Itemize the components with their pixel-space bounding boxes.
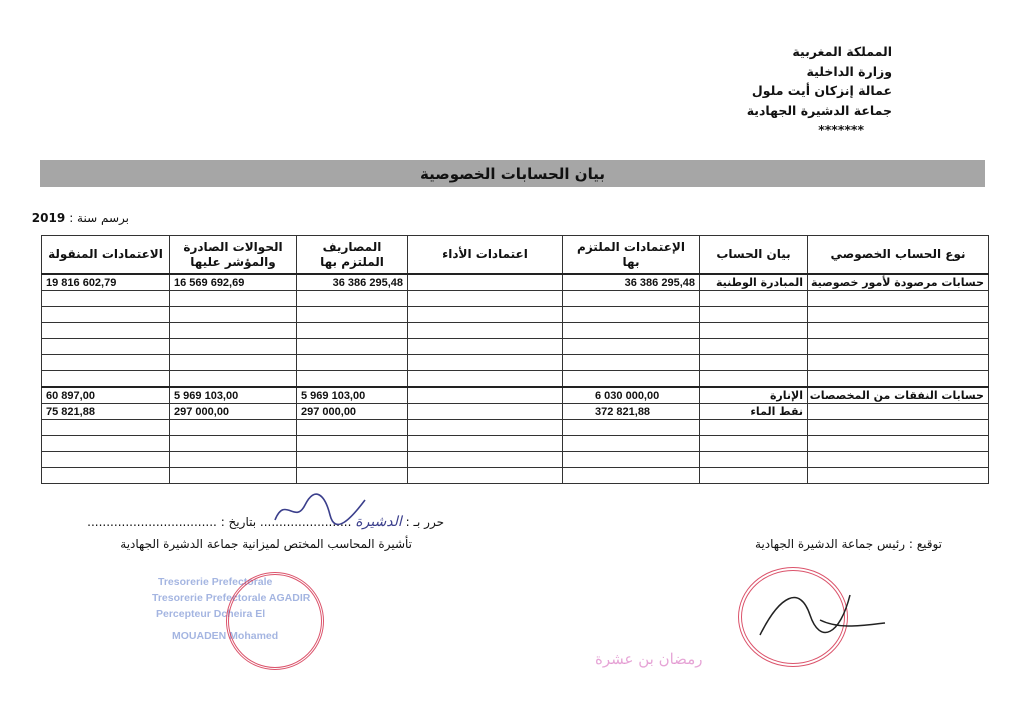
date-label: بتاريخ :	[220, 515, 257, 529]
cell-committed: 372 821,88	[563, 404, 700, 420]
table-row	[42, 355, 989, 371]
table-row	[42, 452, 989, 468]
table-header-row	[42, 236, 989, 275]
signature-scribble-right	[750, 575, 890, 645]
fiscal-year	[32, 211, 129, 225]
commune-line: جماعة الدشيرة الجهادية	[746, 102, 892, 118]
place-dots: ........................	[259, 515, 352, 529]
place-date-line	[87, 514, 444, 530]
president-signature-label: توقيع : رئيس جماعة الدشيرة الجهادية	[755, 537, 942, 551]
table-row	[42, 274, 989, 291]
header-carried-credits: الاعتمادات المنقولة	[42, 236, 170, 275]
year-label: برسم سنة :	[69, 211, 129, 225]
cell-committed: 36 386 295,48	[563, 274, 700, 291]
header-committed-credits: الإعتمادات الملتزم بها	[563, 236, 700, 275]
cell-committed: 6 030 000,00	[563, 387, 700, 404]
table-row	[42, 339, 989, 355]
cell-account-type: حسابات النفقات من المخصصات	[808, 387, 989, 404]
prefecture-line: عمالة إنزكان أيت ملول	[751, 83, 892, 98]
special-accounts-table	[41, 235, 989, 484]
header-issued-transfers: الحوالات الصادرة والمؤشر عليها	[170, 236, 297, 275]
cell-carried: 19 816 602,79	[42, 274, 170, 291]
cell-account-name: الإنارة	[700, 387, 808, 404]
letterhead	[632, 42, 892, 140]
cell-payment	[408, 274, 563, 291]
stamp-line-1: Tresorerie Prefectorale	[158, 576, 273, 588]
table-row	[42, 323, 989, 339]
cell-transfers: 5 969 103,00	[170, 387, 297, 404]
table-row	[42, 436, 989, 452]
date-dots: ..................................	[87, 515, 217, 529]
stamp-line-3: Percepteur Dcheira El	[156, 608, 266, 620]
cell-account-type: حسابات مرصودة لأمور خصوصية	[808, 274, 989, 291]
cell-account-name: المبادرة الوطنية	[700, 274, 808, 291]
page-title: بيان الحسابات الخصوصية	[420, 164, 605, 183]
cell-carried: 60 897,00	[42, 387, 170, 404]
table-row	[42, 307, 989, 323]
header-committed-expenses: المصاريف الملتزم بها	[297, 236, 408, 275]
table-row	[42, 468, 989, 484]
handwritten-name: رمضان بن عشرة	[595, 650, 703, 668]
table-row	[42, 371, 989, 388]
table-row	[42, 291, 989, 307]
year-value: 2019	[31, 211, 66, 225]
ministry-line: وزارة الداخلية	[806, 63, 892, 79]
cell-transfers: 16 569 692,69	[170, 274, 297, 291]
header-payment-credits: اعتمادات الأداء	[408, 236, 563, 275]
written-place: الدشيرة	[355, 514, 402, 530]
cell-transfers: 297 000,00	[170, 404, 297, 420]
treasury-stamp	[150, 572, 350, 682]
cell-carried: 75 821,88	[42, 404, 170, 420]
cell-expenses: 36 386 295,48	[297, 274, 408, 291]
header-account-name: بيان الحساب	[700, 236, 808, 275]
accountant-visa-label: تأشيرة المحاسب المختص لميزانية جماعة الدشيرة الجهادية	[120, 537, 412, 551]
signature-scribble-middle	[270, 490, 370, 530]
kingdom-line: المملكة المغربية	[792, 44, 892, 59]
stamp-line-2: Tresorerie Prefectorale AGADIR	[152, 592, 311, 604]
red-round-seal	[226, 572, 324, 670]
cell-expenses: 5 969 103,00	[297, 387, 408, 404]
stars-line: *******	[818, 122, 864, 137]
header-account-type: نوع الحساب الخصوصي	[808, 236, 989, 275]
table-row	[42, 420, 989, 436]
title-banner	[40, 160, 985, 187]
stamp-line-4: MOUADEN Mohamed	[172, 630, 279, 642]
written-at-label: حرر بـ :	[405, 515, 444, 529]
cell-expenses: 297 000,00	[297, 404, 408, 420]
cell-account-name: نقط الماء	[700, 404, 808, 420]
table-row	[42, 404, 989, 420]
table-row	[42, 387, 989, 404]
